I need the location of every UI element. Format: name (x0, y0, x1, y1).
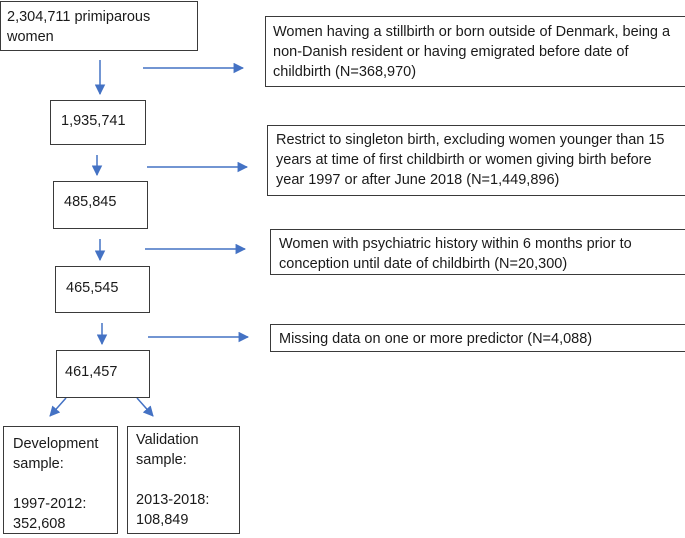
step-box-after-exclusion-3 (55, 266, 150, 313)
step-label-final: 461,457 (65, 364, 118, 380)
step-label-after-exclusion-2: 485,845 (64, 194, 117, 210)
validation-sample-box (127, 426, 240, 534)
development-sample-label: Development sample: 1997-2012: 352,608 (13, 436, 99, 532)
exclusion-box-4 (270, 324, 685, 352)
step-box-after-exclusion-1 (50, 100, 146, 145)
development-sample-box (3, 426, 118, 534)
step-box-total (0, 1, 198, 51)
exclusion-label-2: Restrict to singleton birth, excluding women younger than 15 years at time of first childbirth or women giving birth before year 1997 or after June 2018 (N=1,449,896) (276, 132, 665, 188)
step-label-after-exclusion-3: 465,545 (66, 280, 119, 296)
validation-sample-label: Validation sample: 2013-2018: 108,849 (136, 432, 210, 528)
exclusion-box-3 (270, 229, 685, 275)
step-label-total: 2,304,711 primiparous women (7, 9, 151, 45)
split-arrow-right (137, 398, 153, 416)
step-box-final (56, 350, 150, 398)
exclusion-box-2 (267, 125, 685, 196)
split-arrow-left (50, 398, 66, 416)
exclusion-label-1: Women having a stillbirth or born outside of Denmark, being a non-Danish resident or having emigrated before date of childbirth (N=368,970) (273, 24, 671, 80)
exclusion-label-3: Women with psychiatric history within 6 months prior to conception until date of childbirth (N=20,300) (279, 236, 632, 272)
step-box-after-exclusion-2 (53, 181, 148, 229)
step-label-after-exclusion-1: 1,935,741 (61, 113, 126, 129)
exclusion-box-1 (265, 16, 685, 87)
exclusion-label-4: Missing data on one or more predictor (N=4,088) (279, 331, 593, 347)
